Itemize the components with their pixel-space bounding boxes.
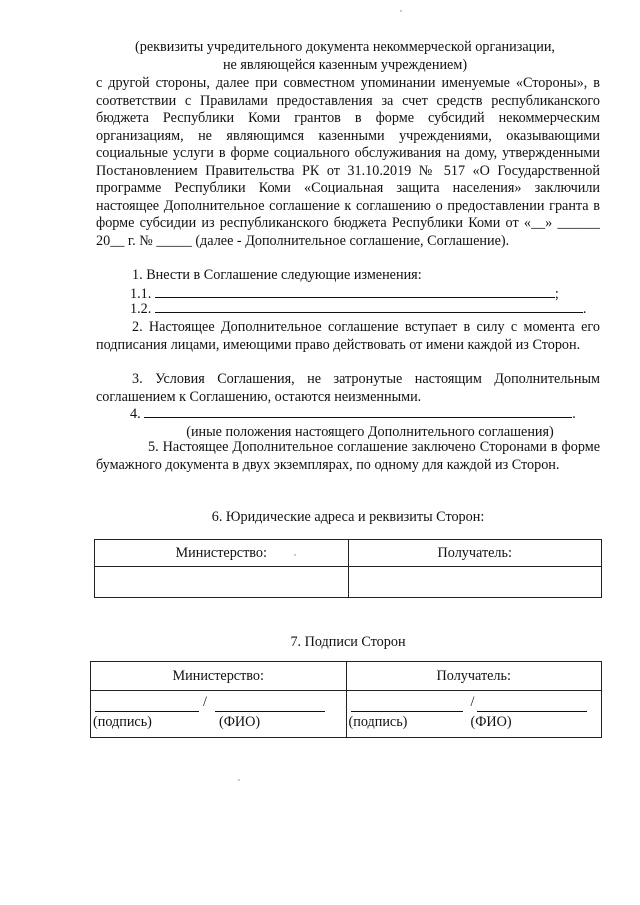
signature-line bbox=[95, 699, 199, 712]
signature-cell-recipient bbox=[346, 691, 602, 738]
signature-slash: / bbox=[470, 694, 475, 710]
signature-caption: (подпись) bbox=[93, 714, 152, 730]
name-line bbox=[477, 699, 587, 712]
requisites-cell-ministry bbox=[95, 567, 349, 598]
item-4 bbox=[130, 404, 590, 424]
item-1-1-end: ; bbox=[554, 286, 559, 302]
item-4-label: 4. bbox=[130, 406, 141, 422]
item-1-2-label: 1.2. bbox=[130, 301, 152, 317]
scan-speck bbox=[294, 554, 296, 556]
requisites-col-recipient: Получатель: bbox=[348, 540, 602, 567]
requisites-line-1: (реквизиты учредительного документа некоммерческой организации, bbox=[135, 39, 555, 55]
item-1-2-end: . bbox=[582, 301, 587, 317]
name-caption: (ФИО) bbox=[219, 714, 261, 730]
item-1: 1. Внести в Соглашение следующие изменения: bbox=[132, 267, 422, 283]
intro-paragraph: с другой стороны, далее при совместном упоминании именуемые «Стороны», в соответствии с Правилами предоставления за счет средств республиканского бюджета Республики Коми грантов в форме субсидий некоммерческим организациям, не являющимся казенными учреждениями, оказывающими социальные услуги в форме социального обслуживания на дому, утвержденными Постановлением Правительства РК от 31.10.2019 № 517 «О Государственной программе Республики Коми «Социальная защита населения» заключили настоящее Дополнительное соглашение к соглашению о предоставлении гранта в форме субсидии из республиканского бюджета Республики Коми от «__» ______ 20__ г. № _____ (далее - Дополнительное соглашение, Соглашение). bbox=[96, 75, 600, 249]
item-1-2 bbox=[130, 299, 594, 319]
requisites-caption bbox=[95, 38, 595, 74]
name-caption: (ФИО) bbox=[470, 714, 512, 730]
item-4-note: (иные положения настоящего Дополнительного соглашения) bbox=[186, 424, 554, 440]
item-5: 5. Настоящее Дополнительное соглашение заключено Сторонами в форме бумажного документа в двух экземплярах, по одному для каждой из Сторон. bbox=[96, 439, 600, 473]
signatures-col-ministry: Министерство: bbox=[91, 662, 347, 691]
signature-slash: / bbox=[203, 694, 207, 710]
item-2: 2. Настоящее Дополнительное соглашение вступает в силу с момента его подписания лицами, имеющими право действовать от имени каждой из Сторон. bbox=[96, 319, 600, 353]
section-7-title: 7. Подписи Сторон bbox=[290, 634, 406, 650]
requisites-table bbox=[94, 539, 602, 598]
requisites-cell-recipient bbox=[348, 567, 602, 598]
item-3: 3. Условия Соглашения, не затронутые настоящим Дополнительным соглашением к Соглашению, остаются неизменными. bbox=[96, 371, 600, 405]
requisites-col-ministry: Министерство: bbox=[95, 540, 349, 567]
item-1-2-blank bbox=[155, 299, 583, 313]
scan-speck bbox=[238, 779, 240, 781]
scan-speck bbox=[400, 10, 402, 12]
signature-caption: (подпись) bbox=[348, 714, 408, 730]
item-1-1-blank bbox=[155, 284, 555, 298]
item-4-end: . bbox=[572, 406, 576, 422]
requisites-line-2: не являющейся казенным учреждением) bbox=[222, 57, 468, 73]
item-4-blank bbox=[144, 404, 572, 418]
name-line bbox=[215, 699, 325, 712]
signatures-table bbox=[90, 661, 602, 738]
signatures-col-recipient: Получатель: bbox=[346, 662, 602, 691]
item-1-1-label: 1.1. bbox=[130, 286, 152, 302]
signature-line bbox=[351, 699, 463, 712]
signature-cell-ministry bbox=[91, 691, 347, 738]
section-6-title: 6. Юридические адреса и реквизиты Сторон: bbox=[211, 509, 485, 525]
